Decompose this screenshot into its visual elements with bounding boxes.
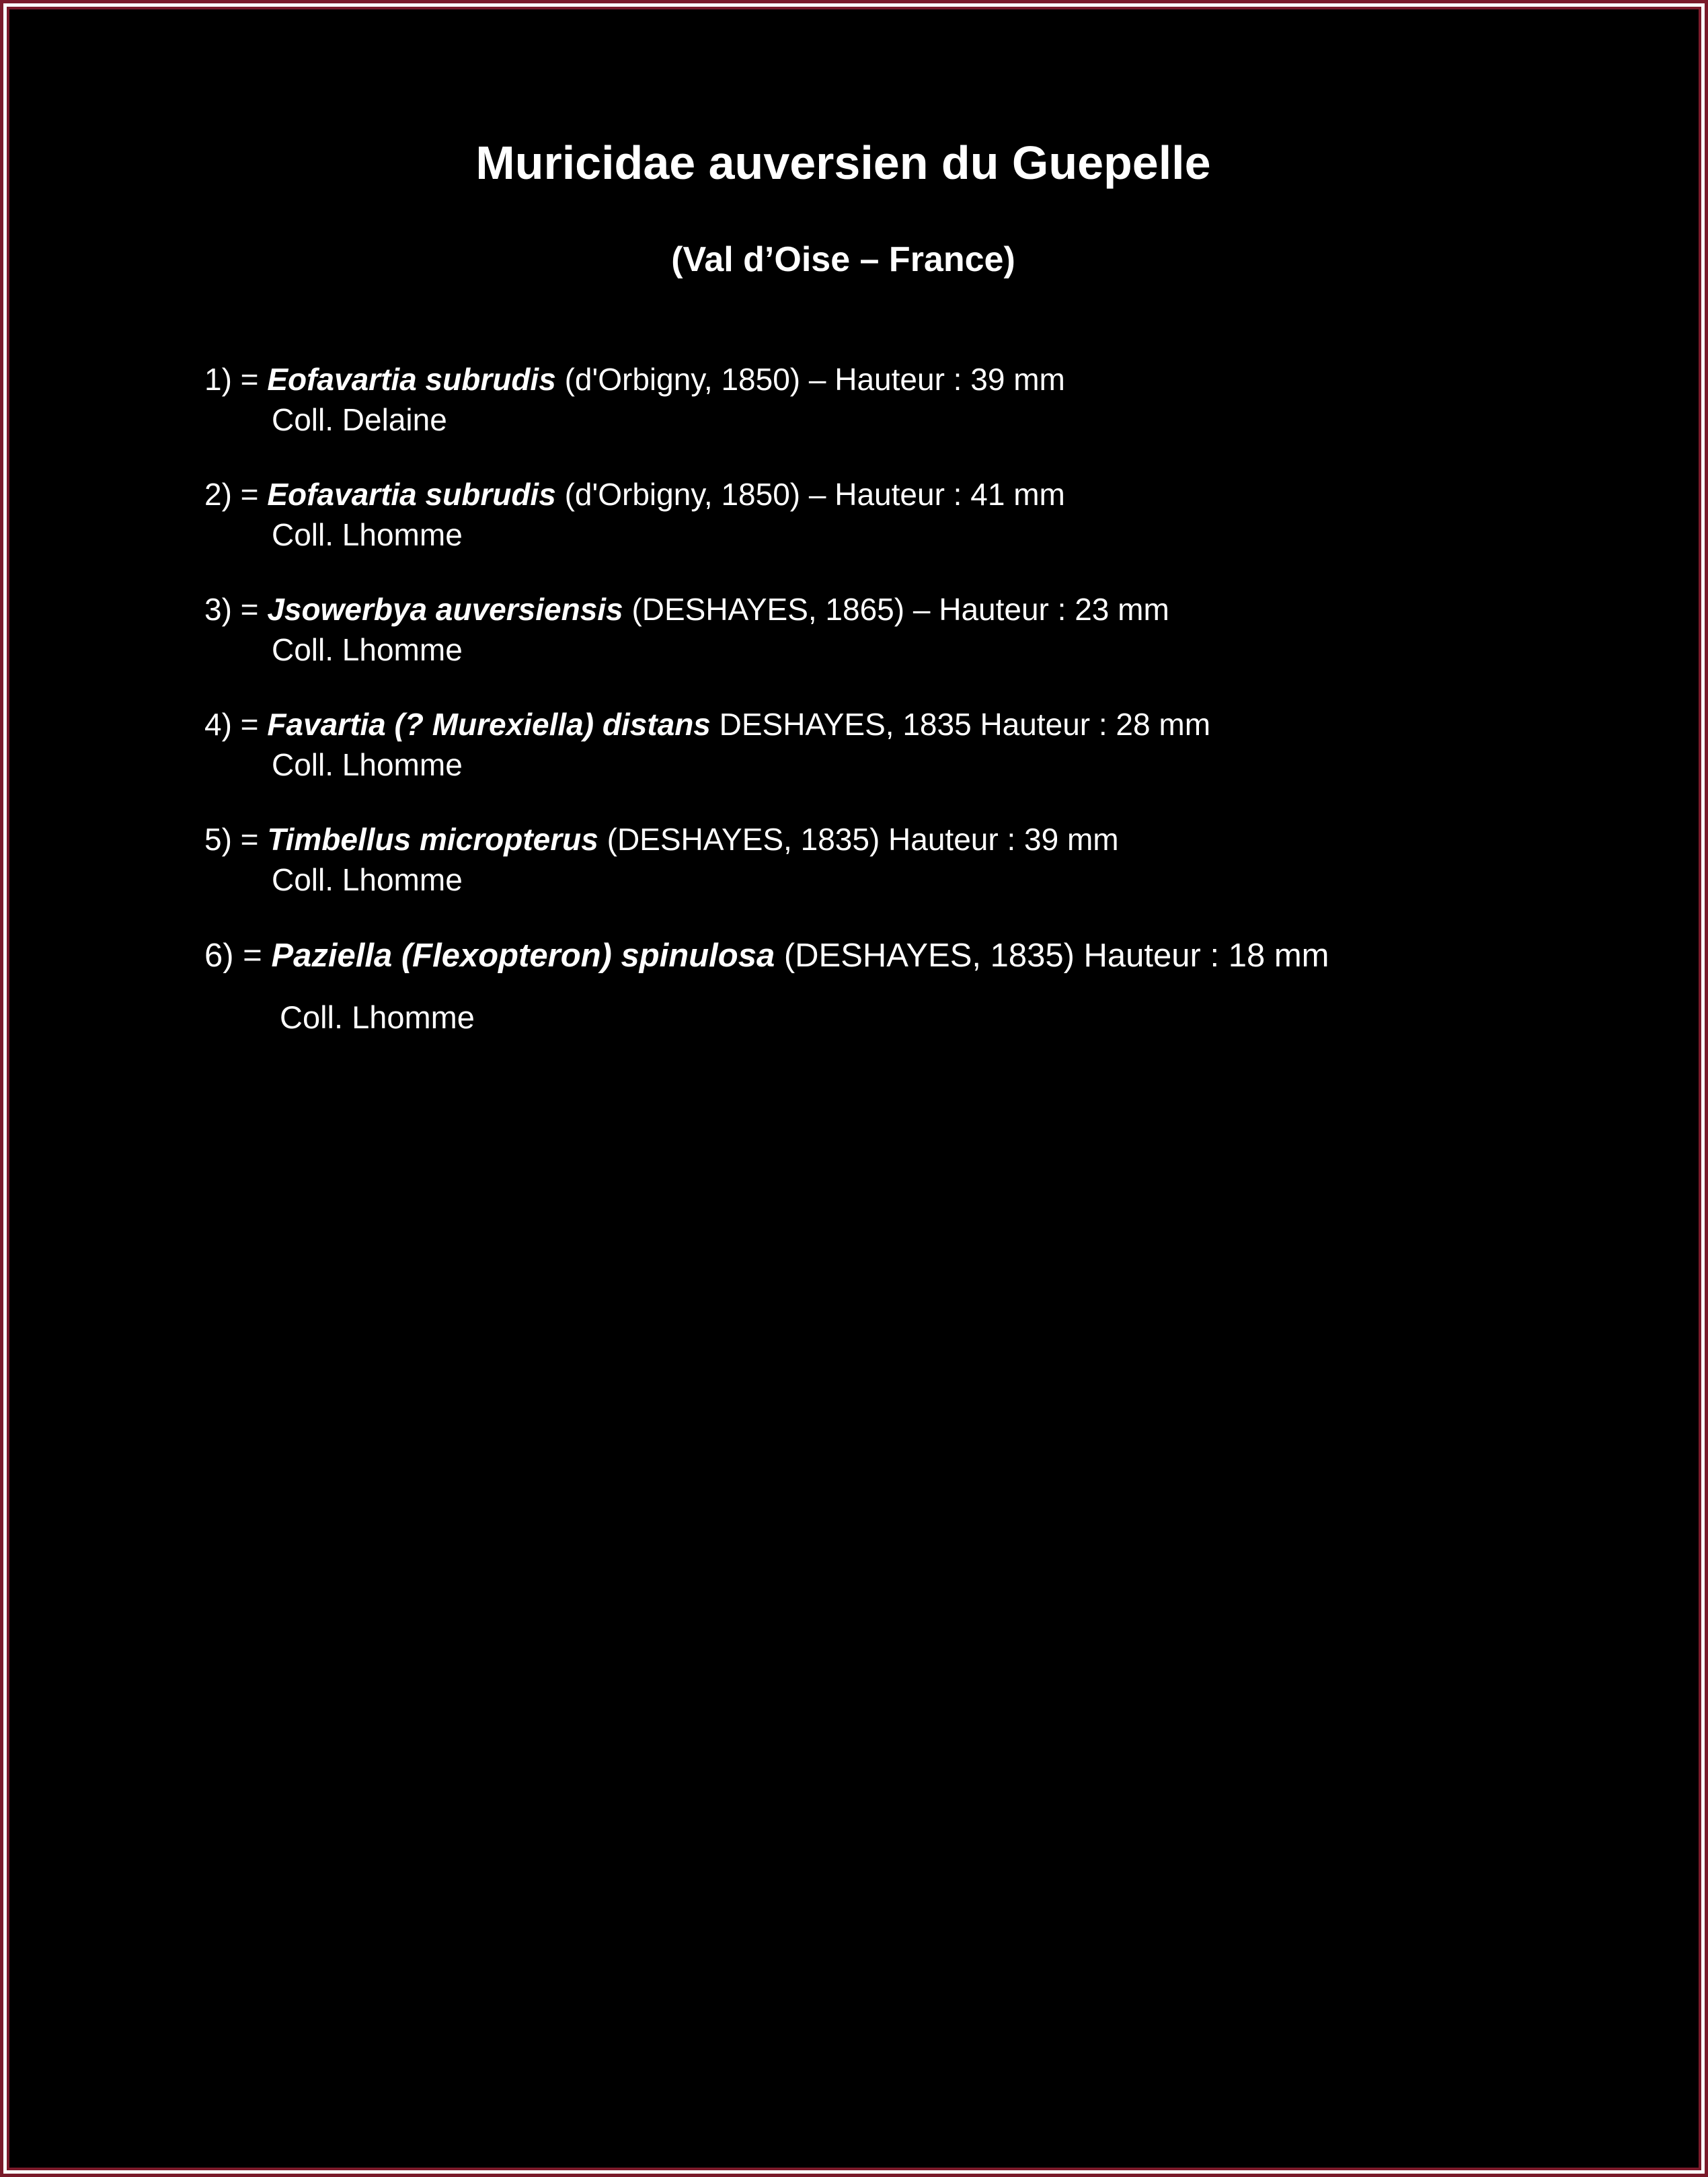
species-details: DESHAYES, 1835 Hauteur : 28 mm [719,707,1211,742]
species-name: Jsowerbya auversiensis [267,592,623,627]
specimen-entry-4 [204,704,1210,785]
species-name: Eofavartia subrudis [267,477,556,512]
specimen-entry-3 [204,589,1169,670]
entry-number: 5) = [204,822,259,857]
specimen-entry-2 [204,474,1065,555]
species-details: (d'Orbigny, 1850) – Hauteur : 39 mm [564,362,1065,397]
entry-number: 2) = [204,477,259,512]
species-name: Favartia (? Murexiella) distans [267,707,711,742]
species-details: (DESHAYES, 1865) – Hauteur : 23 mm [631,592,1169,627]
page-frame-inner [7,7,1701,2170]
species-details: (DESHAYES, 1835) Hauteur : 39 mm [607,822,1119,857]
specimen-line [204,474,1065,514]
collection-label: Coll. Lhomme [272,517,463,552]
collection-label: Coll. Lhomme [272,747,463,782]
specimen-entry-6 [204,934,1329,1038]
specimen-line [204,589,1169,629]
entry-number: 6) = [204,938,262,974]
page-subtitle: (Val d’Oise – France) [671,240,1015,279]
species-details: (DESHAYES, 1835) Hauteur : 18 mm [783,938,1329,974]
specimen-entry-5 [204,819,1119,900]
specimen-line [204,819,1119,860]
species-name: Paziella (Flexopteron) spinulosa [271,938,775,974]
specimen-line [204,359,1065,399]
entry-number: 4) = [204,707,259,742]
entry-number: 3) = [204,592,259,627]
collection-label: Coll. Lhomme [272,632,463,667]
specimen-entry-1 [204,359,1065,440]
collection-label: Coll. Delaine [272,402,447,437]
specimen-line [204,704,1210,744]
collection-label: Coll. Lhomme [280,999,475,1035]
entry-number: 1) = [204,362,259,397]
page-title: Muricidae auversien du Guepelle [475,137,1211,189]
collection-label: Coll. Lhomme [272,862,463,897]
specimen-line [204,934,1329,977]
species-details: (d'Orbigny, 1850) – Hauteur : 41 mm [564,477,1065,512]
species-name: Timbellus micropterus [267,822,598,857]
species-name: Eofavartia subrudis [267,362,556,397]
